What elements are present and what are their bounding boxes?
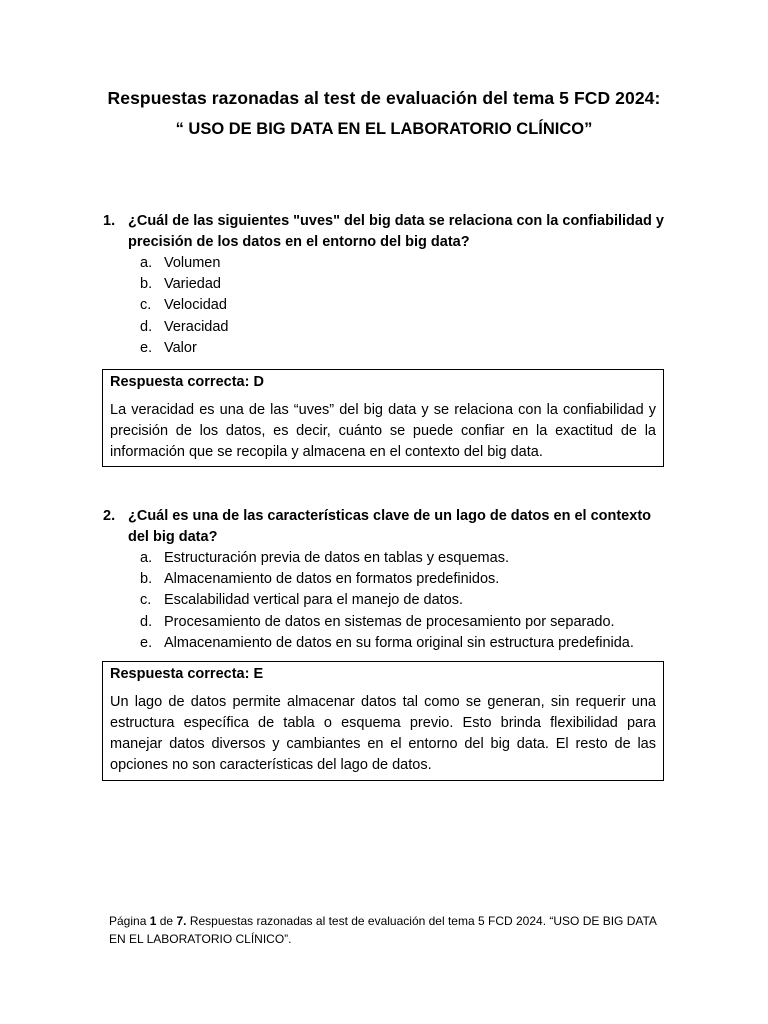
question-heading <box>103 211 673 253</box>
question-2 <box>103 506 673 654</box>
option-d <box>103 317 673 338</box>
question-1 <box>103 211 673 359</box>
answer-title: Respuesta correcta: D <box>110 374 264 390</box>
question-text: ¿Cuál de las siguientes "uves" del big data se relaciona con la confiabilidad y precisión de los datos en el entorno del big data? <box>128 213 664 250</box>
option-text: Velocidad <box>164 297 227 314</box>
footer-page-word: Página <box>109 914 147 928</box>
option-letter: d. <box>140 613 153 630</box>
footer-text: Respuestas razonadas al test de evaluación del tema 5 FCD 2024. “USO DE BIG DATA EN EL LABORATORIO CLÍNICO”. <box>109 914 657 946</box>
option-letter: a. <box>140 255 153 271</box>
option-d <box>103 612 673 633</box>
options-list <box>103 253 673 359</box>
option-letter: e. <box>140 634 153 651</box>
option-text: Volumen <box>164 255 221 271</box>
footer-page-total: 7. <box>176 914 187 928</box>
option-e <box>103 338 673 359</box>
option-letter: b. <box>140 571 153 588</box>
document-title: Respuestas razonadas al test de evaluación del tema 5 FCD 2024: <box>107 88 661 108</box>
answer-explanation: La veracidad es una de las “uves” del big data y se relaciona con la confiabilidad y precisión de los datos, es decir, cuánto se puede confiar en la exactitud de la información que se recopila y almacena en el contexto del big data. <box>110 402 656 460</box>
option-text: Almacenamiento de datos en formatos predefinidos. <box>164 571 500 588</box>
option-letter: d. <box>140 318 153 335</box>
option-a <box>103 548 673 569</box>
question-number: 1. <box>103 213 116 229</box>
option-text: Veracidad <box>164 318 229 335</box>
option-b <box>103 569 673 590</box>
option-c <box>103 295 673 316</box>
option-letter: b. <box>140 276 153 293</box>
option-text: Almacenamiento de datos en su forma original sin estructura predefinida. <box>164 634 634 651</box>
option-c <box>103 590 673 611</box>
document-subtitle: “ USO DE BIG DATA EN EL LABORATORIO CLÍNICO” <box>175 120 593 138</box>
option-text: Variedad <box>164 276 221 293</box>
question-heading <box>103 506 673 548</box>
option-text: Valor <box>164 339 197 356</box>
option-e <box>103 633 673 654</box>
question-number: 2. <box>103 508 116 524</box>
page-footer <box>109 912 669 948</box>
option-letter: c. <box>140 592 152 609</box>
options-list <box>103 548 673 654</box>
option-text: Estructuración previa de datos en tablas y esquemas. <box>164 550 509 566</box>
option-text: Escalabilidad vertical para el manejo de datos. <box>164 592 464 609</box>
answer-explanation: Un lago de datos permite almacenar datos tal como se generan, sin requerir una estructura específica de tabla o esquema previo. Esto brinda flexibilidad para manejar datos diversos y cambiantes en el entorno del big data. El resto de las opciones no son características del lago de datos. <box>110 694 656 773</box>
footer-of-word: de <box>159 914 174 928</box>
question-text: ¿Cuál es una de las características clave de un lago de datos en el contexto del big data? <box>128 508 651 545</box>
option-letter: e. <box>140 339 153 356</box>
option-text: Procesamiento de datos en sistemas de procesamiento por separado. <box>164 613 615 630</box>
option-b <box>103 274 673 295</box>
option-letter: c. <box>140 297 152 314</box>
answer-box-2 <box>102 661 664 781</box>
answer-box-1 <box>102 369 664 467</box>
option-a <box>103 253 673 274</box>
footer-page-current: 1 <box>149 914 157 928</box>
answer-title: Respuesta correcta: E <box>110 666 264 682</box>
option-letter: a. <box>140 550 153 566</box>
